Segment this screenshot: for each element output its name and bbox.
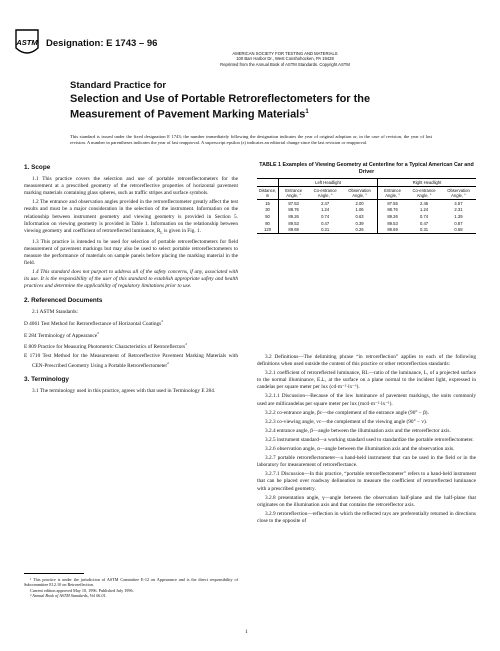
paragraph-3-2-8: 3.2.8 presentation angle, γ—angle between the observation half-plane and the half-plane that originates on the illumination axis and that contains the retroreflector axis. [257, 494, 476, 508]
table-cell: 120 [257, 226, 279, 233]
table-cell: 0.58 [441, 226, 476, 233]
paragraph-3-1: 3.1 The terminology used in this practice, agrees with that used in Terminology E 284. [32, 388, 216, 395]
reference-item [24, 330, 238, 340]
paragraph-1-2 [24, 199, 238, 237]
reference-footnote: 2 [167, 361, 169, 366]
paragraph-3-2-1-1: 3.2.1.1 Discussion—Because of the low luminance of pavement markings, the units commonly used are millicandelas per square meter per lux (mcd·m⁻²·lx⁻¹). [257, 393, 476, 407]
footnote: ² Annual Book of ASTM Standards, Vol 06.01. [30, 593, 107, 599]
table-row [257, 213, 476, 220]
table-column-header: Observation Angle, ° [342, 187, 377, 200]
table-cell: 50 [257, 213, 279, 220]
paragraph-1-1: 1.1 This practice covers the selection and use of portable retroreflectometers for the measurement at a prescribed geometry of the retroreflective properties of horizontal pavement marking materials containing glass spheres, such as traffic stripes and surface symbols. [24, 176, 238, 197]
section-heading-scope: 1. Scope [24, 164, 51, 171]
table-cell: 0.63 [342, 213, 377, 220]
table-column-header: Co-entrance Angle, ° [407, 187, 441, 200]
table-cell: 89.26 [387, 213, 398, 219]
table-cell: 0.87 [454, 220, 463, 226]
reference-text: E 809 Practice for Measuring Photometric Characteristics of Retroreflectors [24, 344, 186, 351]
table-row [257, 226, 476, 233]
table-cell: 2.45 [419, 200, 429, 206]
designation: Designation: E 1743 – 96 [46, 38, 158, 49]
table-cell: 2.00 [342, 200, 377, 207]
table-cell: 0.74 [419, 213, 429, 219]
table-cell: 1.39 [454, 213, 463, 219]
table-group-left-headlight: Left Headlight [279, 179, 378, 187]
reference-item [24, 353, 238, 370]
table-cell: 80 [257, 220, 279, 227]
table-cell: 89.53 [288, 220, 299, 226]
paragraph-3-2-4: 3.2.4 entrance angle, β—angle between the illumination axis and the retroreflector axis. [265, 427, 451, 434]
svg-text:ASTM: ASTM [16, 38, 38, 47]
reference-text: E 284 Terminology of Appearance [24, 332, 98, 339]
table-cell: 0.74 [321, 213, 330, 219]
table-column-header: Distance, m [257, 187, 279, 200]
footnote: ¹ This practice is under the jurisdiction of ASTM Committee E-12 on Appearance and is the direct responsibility of Subcommittee E12.10 on Retroreflection. [24, 577, 238, 588]
table-cell: 1.24 [419, 207, 429, 213]
table-cell: 0.31 [407, 226, 441, 233]
table-body [257, 200, 476, 234]
table-cell: 0.47 [419, 220, 429, 226]
paragraph-3-2-1: 3.2.1 coefficient of retroreflected luminance, RL—ratio of the luminance, L, of a projected surface to the normal illuminance, E⊥, at the surface on a plane normal to the incident light, expressed in candelas per square meter per lux (cd·m⁻²·lx⁻¹). [257, 370, 476, 391]
table-cell: 2.47 [321, 200, 330, 206]
table-header-blank [257, 179, 279, 187]
footnote: Current edition approved May 10, 1996. Published July 1996. [30, 587, 134, 593]
table-cell: 87.53 [288, 200, 299, 206]
table-cell: 0.31 [308, 226, 342, 233]
table-cell: 0.26 [342, 226, 377, 233]
paragraph-3-2-7: 3.2.7 portable retroreflectometer—a hand-held instrument that can be used in the field or in the laboratory for measurement of retroreflectance. [257, 455, 476, 469]
right-column [257, 354, 476, 527]
table-cell: 4.57 [454, 200, 463, 206]
section-heading-referenced-documents: 2. Referenced Documents [24, 296, 103, 304]
title-text: Selection and Use of Portable Retroreflectometers for the Measurement of Pavement Marking Materials [70, 93, 371, 121]
table-column-header: Co-entrance Angle, ° [308, 187, 342, 200]
table-cell: 89.69 [378, 226, 408, 233]
footnote-divider [24, 573, 84, 574]
table-cell: 88.76 [288, 207, 299, 213]
reference-footnote: 2 [97, 330, 99, 335]
table-cell: 15 [257, 200, 279, 207]
paragraph-1-2-end: is given in Fig. 1. [162, 227, 201, 234]
paragraph-3-2-5: 3.2.5 instrument standard—a working standard used to standardize the portable retroreflectometer. [265, 436, 474, 443]
reference-item [24, 318, 238, 328]
table-cell: 89.26 [288, 213, 299, 219]
table-cell: 1.24 [321, 207, 330, 213]
reference-item [24, 341, 238, 351]
astm-logo [14, 28, 40, 58]
table-column-header: Entrance Angle, ° [279, 187, 309, 200]
table-cell: 0.47 [321, 220, 330, 226]
paragraph-3-2-9: 3.2.9 retroreflection—reflection in which the reflected rays are preferentially returned in directions close to the opposite of [257, 510, 476, 524]
table-row [257, 220, 476, 227]
table-row [257, 207, 476, 214]
table-column-header: Observation Angle, ° [441, 187, 476, 200]
paragraph-3-2: 3.2 Definitions—The delimiting phrase “in retroreflection” applies to each of the following definitions when used outside the content of this practice or other retroreflection standards: [257, 354, 476, 368]
viewing-geometry-table [257, 178, 476, 234]
left-column [24, 162, 238, 397]
table-cell: 0.39 [342, 220, 377, 227]
table-cell: 1.06 [342, 207, 377, 214]
paragraph-3-2-7-1: 3.2.7.1 Discussion—In this practice, “portable retroreflectometer” refers to a hand-held instrument that can be placed over roadway delineation to measure the coefficient of retroreflected luminance with a prescribed geometry. [257, 471, 476, 492]
paragraph-3-2-2: 3.2.2 co-entrance angle, βc—the complement of the entrance angle (90° − β). [265, 409, 429, 416]
section-heading-terminology: 3. Terminology [24, 376, 69, 384]
reference-text: E 1710 Test Method for the Measurement of Retroreflective Pavement Marking Materials with CEN-Prescribed Geometry Using a Portable Retroreflectometer [24, 353, 238, 370]
reference-footnote: 2 [185, 342, 187, 347]
paragraph-3-2-6: 3.2.6 observation angle, α—angle between the illumination axis and the observation axis. [265, 446, 455, 453]
table-cell: 30 [257, 207, 279, 214]
table-cell: 87.55 [387, 200, 398, 206]
rl-subscript: L [160, 230, 163, 235]
paragraph-1-4: 1.4 This standard does not purport to address all of the safety concerns, if any, associated with its use. It is the responsibility of the user of this standard to establish appropriate safety and health practices and determine the applicability of regulatory limitations prior to use. [24, 269, 238, 290]
publisher-info [150, 51, 420, 67]
paragraph-1-2-text: 1.2 The entrance and observation angles provided in the retroreflectometer greatly affect the test results and must be a major consideration in the selection of the instrument. Information on the relationship between instrument geometry and viewing geometry is provided in Section 5. Information on viewing geometry is provided in Table 1. Information on the relationship between viewing geometry and coefficient of retroreflected luminance, R [24, 199, 238, 234]
table-row [257, 200, 476, 207]
table-group-right-headlight: Right Headlight [378, 179, 476, 187]
publisher-line: Reprinted from the Annual Book of ASTM Standards. Copyright ASTM [220, 61, 350, 67]
standard-label: Standard Practice for [70, 80, 167, 91]
publisher-line: AMERICAN SOCIETY FOR TESTING AND MATERIALS [232, 51, 338, 56]
paragraph-1-3: 1.3 This practice is intended to be used for selection of portable retroreflectometers for field measurement of pavement markings but may also be used to select portable retroreflectometers to measure the performance of materials on sample panels before placing the marking material in the field. [24, 238, 238, 267]
table-cell: 89.69 [279, 226, 309, 233]
standard-notice: This standard is issued under the fixed designation E 1743; the number immediately following the designation indicates the year of original adoption or, in the case of revision, the year of last revision. A number in parentheses indicates the year of last reapproval. A superscript epsilon (ε) indicates an editorial change since the last revision or reapproval. [70, 134, 432, 145]
publisher-line: 100 Barr Harbor Dr., West Conshohocken, PA 19428 [236, 56, 334, 62]
title-footnote-ref: 1 [305, 108, 309, 115]
table-1-caption: TABLE 1 Examples of Viewing Geometry at Centerline for a Typical American Car and Driver [259, 162, 474, 175]
document-title [70, 93, 400, 121]
table-cell: 88.76 [387, 207, 398, 213]
astm-standards-label: 2.1 ASTM Standards: [32, 308, 79, 315]
reference-footnote: 2 [161, 318, 163, 323]
footnotes [24, 577, 238, 599]
paragraph-3-2-3: 3.2.3 co-viewing angle, vc—the complement of the viewing angle (90° − v). [265, 418, 428, 425]
table-cell: 2.31 [454, 207, 463, 213]
page-number: 1 [245, 629, 248, 635]
reference-text: D 4061 Test Method for Retroreflectance of Horizontal Coatings [24, 320, 162, 327]
table-column-header: Entrance Angle, ° [378, 187, 408, 200]
table-cell: 89.53 [387, 220, 398, 226]
